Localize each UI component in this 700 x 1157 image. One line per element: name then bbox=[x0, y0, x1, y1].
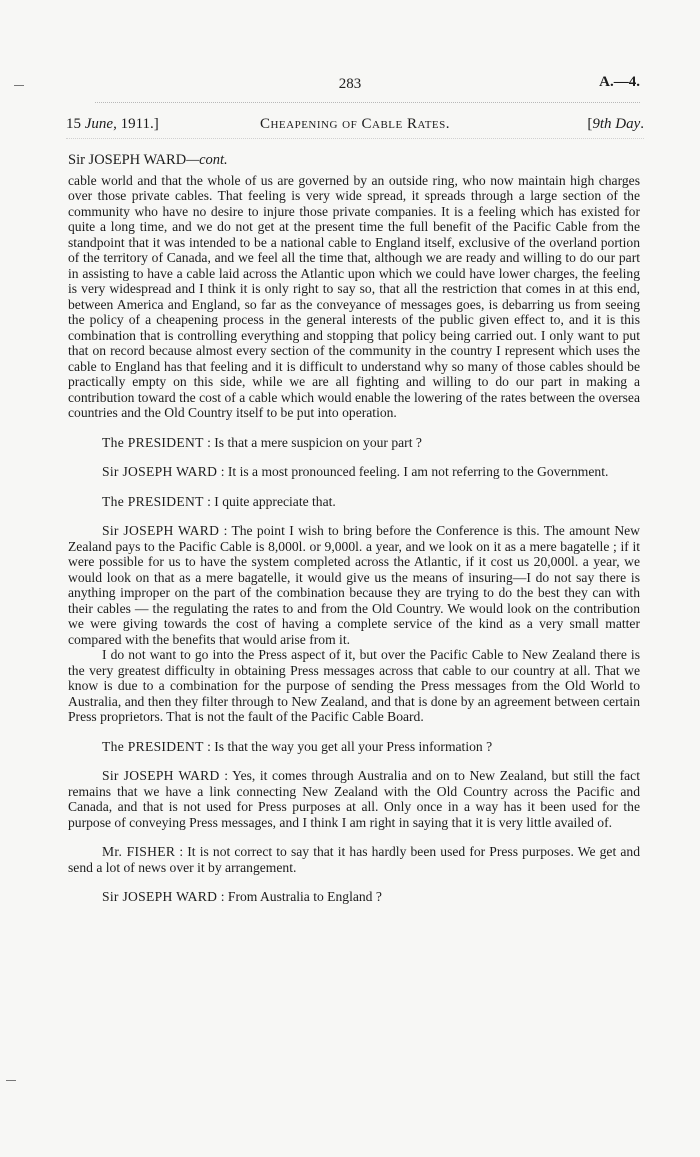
paragraph-text: : Yes, it comes through Australia and on to New Zealand, but still the fact remains that we have a link connecting New Zealand with the Old Country across the Pacific and Canada, and that is not used for Press purposes at all. Only once in a way has it been used for the purpose of conveying Press messages, and I think I am right in saying that it is very little availed of. bbox=[68, 768, 640, 830]
header-date-day: 15 bbox=[66, 116, 85, 132]
speaker-name: The PRESIDENT bbox=[102, 493, 204, 509]
transcript-paragraph bbox=[68, 768, 640, 830]
continued-speaker-name: Sir JOSEPH WARD bbox=[68, 152, 187, 168]
paragraph-text: : Is that the way you get all your Press information ? bbox=[207, 738, 493, 754]
header-day-close: . bbox=[640, 116, 644, 132]
transcript-paragraph bbox=[68, 173, 640, 421]
transcript-paragraph bbox=[68, 435, 640, 451]
margin-mark bbox=[6, 1080, 16, 1081]
header-underline bbox=[66, 138, 644, 139]
header-day-open: [ bbox=[587, 116, 593, 132]
transcript-paragraph bbox=[68, 739, 640, 755]
speaker-name: Mr. FISHER bbox=[102, 844, 176, 859]
document-reference: A.—4. bbox=[599, 74, 640, 90]
speaker-name: Sir JOSEPH WARD bbox=[102, 768, 220, 783]
paragraph-text: : I quite appreciate that. bbox=[207, 493, 336, 509]
paragraph-text: cable world and that the whole of us are governed by an outside ring, who now maintain high charges over those private cables. That feeling is very wide spread, it spreads through a large section of the community who have no desire to injure those private companies. It is a feeling which has existed for quite a long time, and we do not get at the present time the full benefit of the Pacific Cable from the standpoint that it was intended to be a national cable to England itself, exclusive of the overland portion of the territory of Canada, and we feel all the time that, although we are ready and willing to do our part in assisting to have a cable laid across the Atlantic upon which we could have lower charges, the feeling is very widespread and I think it is only right to say so, that all the restriction that comes in at this end, between America and England, so far as the conveyance of messages goes, is debarring us from seeing the policy of a cheapening process in the general interests of the public given effect to, and it is this combination that is controlling everything and stopping that policy being carried out. I only want to put that on record because almost every section of the community in the country I represent which uses the cable to England has that feeling and it is difficult to understand why so many of those cables should be practically empty on this side, while we are all fighting and willing to do our part in making a contribution toward the cost of a cable which would enable the lowering of the rates between the oversea countries and the Old Country itself to be put into operation. bbox=[68, 172, 640, 420]
paragraph-text: I do not want to go into the Press aspect of it, but over the Pacific Cable to New Zealand there is the very greatest difficulty in obtaining Press messages across that cable to our country at all. That we know is due to a combination for the purpose of sending the Press messages from the Old World to Australia, and then they filter through to New Zealand, and that is done by an agreement between certain Press proprietors. That is not the fault of the Pacific Cable Board. bbox=[68, 647, 640, 724]
header-date-year: , 1911.] bbox=[113, 116, 159, 132]
paragraph-text: : From Australia to England ? bbox=[220, 889, 382, 904]
speaker-name: The PRESIDENT bbox=[102, 434, 204, 450]
transcript-paragraph bbox=[68, 464, 640, 480]
transcript-paragraph bbox=[68, 889, 640, 905]
paragraph-text: : It is a most pronounced feeling. I am not referring to the Government. bbox=[220, 464, 609, 479]
paragraph-text: : The point I wish to bring before the Conference is this. The amount New Zealand pays to the Pacific Cable is 8,000l. or 9,000l. a year, and we look on it as a mere bagatelle ; if it were possible for us to have the system completed across the Atlantic, if it cost us 20,000l. a year, we would look on that as a mere bagatelle, it would give us the means of insuring—I do not say there is anything improper on the part of the combination because they are trying to do the best they can with their cables — the regulating the rates to and from the Old Country. We would look on the contribution we were giving towards the cost of having a complete service of the kind as a very small matter compared with the benefits that would arise from it. bbox=[68, 523, 640, 647]
paragraph-text: : Is that a mere suspicion on your part ? bbox=[207, 434, 422, 450]
transcript-paragraph bbox=[68, 494, 640, 510]
header-day bbox=[587, 116, 644, 133]
transcript-paragraph bbox=[68, 647, 640, 725]
continued-speaker-heading bbox=[68, 153, 640, 169]
speaker-name: Sir JOSEPH WARD bbox=[102, 464, 218, 479]
header-day-text: 9th Day bbox=[592, 116, 641, 132]
transcript-paragraph bbox=[68, 523, 640, 647]
header-date-month: June bbox=[84, 116, 114, 132]
header-title: Cheapening of Cable Rates. bbox=[259, 116, 450, 132]
transcript-body bbox=[68, 153, 640, 905]
speaker-name: Sir JOSEPH WARD bbox=[102, 523, 220, 538]
paragraph-text: : It is not correct to say that it has hardly been used for Press purposes. We get and send a lot of news over it by arrangement. bbox=[68, 844, 640, 875]
speaker-name: Sir JOSEPH WARD bbox=[102, 889, 218, 904]
transcript-paragraph bbox=[68, 844, 640, 875]
speaker-name: The PRESIDENT bbox=[102, 738, 204, 754]
margin-mark bbox=[14, 85, 24, 86]
running-header bbox=[66, 116, 644, 136]
continued-speaker-suffix: —cont. bbox=[186, 152, 228, 168]
header-divider bbox=[95, 102, 640, 103]
page-number: 283 bbox=[338, 76, 362, 92]
